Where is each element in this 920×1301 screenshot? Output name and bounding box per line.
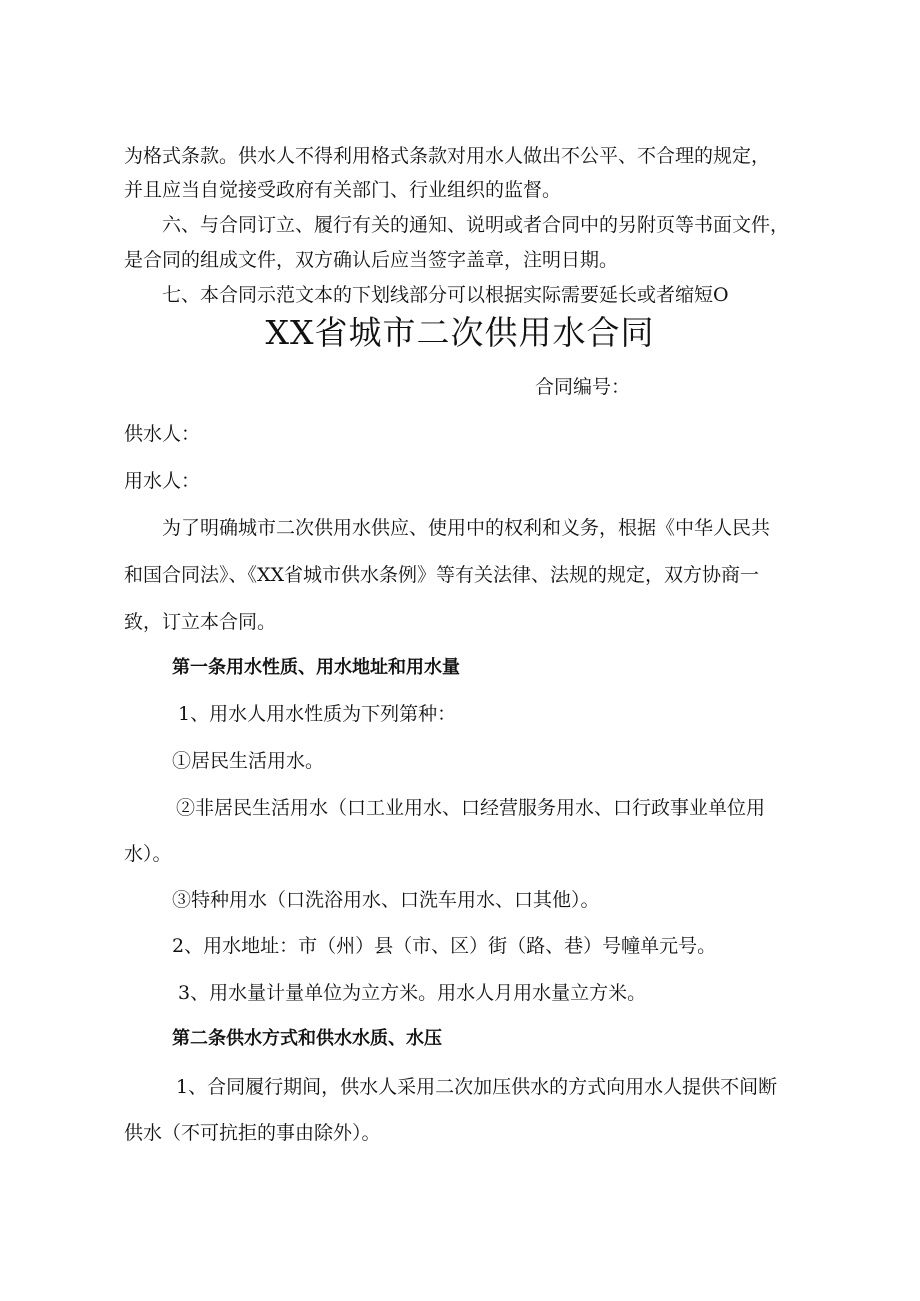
- intro-line-2: 并且应当自觉接受政府有关部门、行业组织的监督。: [124, 179, 562, 201]
- intro-clause-7: 七、本合同示范文本的下划线部分可以根据实际需要延长或者缩短O: [162, 284, 729, 306]
- article-1-item-2: 2、用水地址：市（州）县（市、区）街（路、巷）号幢单元号。: [172, 935, 717, 957]
- article-1-option-3: ③特种用水（口洗浴用水、口洗车用水、口其他）。: [172, 889, 600, 911]
- intro-clause-6-line-2: 是合同的组成文件，双方确认后应当签字盖章，注明日期。: [124, 249, 619, 271]
- article-1-item-1: 1、用水人用水性质为下列第种：: [178, 703, 457, 725]
- article-1-option-2-line-2: 水）。: [124, 843, 172, 865]
- intro-clause-6-line-1: 六、与合同订立、履行有关的通知、说明或者合同中的另附页等书面文件，: [162, 214, 790, 236]
- user-label: 用水人：: [124, 470, 201, 492]
- article-1-item-3: 3、用水量计量单位为立方米。用水人月用水量立方米。: [178, 982, 647, 1004]
- article-2-item-1-line-2: 供水（不可抗拒的事由除外）。: [124, 1122, 381, 1144]
- preamble-line-3: 致，订立本合同。: [124, 611, 277, 633]
- intro-line-1: 为格式条款。供水人不得利用格式条款对用水人做出不公平、不合理的规定，: [124, 145, 771, 167]
- contract-title: XX省城市二次供用水合同: [265, 313, 655, 352]
- preamble-line-2: 和国合同法》、《XX省城市供水条例》等有关法律、法规的规定，双方协商一: [124, 564, 760, 586]
- article-2-item-1-line-1: 1、合同履行期间，供水人采用二次加压供水的方式向用水人提供不间断: [176, 1076, 778, 1098]
- article-1-option-1: ①居民生活用水。: [172, 750, 325, 772]
- article-1-heading: 第一条用水性质、用水地址和用水量: [172, 657, 460, 678]
- supplier-label: 供水人：: [124, 423, 201, 445]
- article-1-option-2-line-1: ②非居民生活用水（口工业用水、口经营服务用水、口行政事业单位用: [176, 797, 766, 819]
- article-2-heading: 第二条供水方式和供水水质、水压: [172, 1028, 442, 1049]
- preamble-line-1: 为了明确城市二次供用水供应、使用中的权利和义务，根据《中华人民共: [162, 517, 771, 539]
- contract-number-label: 合同编号：: [535, 376, 631, 398]
